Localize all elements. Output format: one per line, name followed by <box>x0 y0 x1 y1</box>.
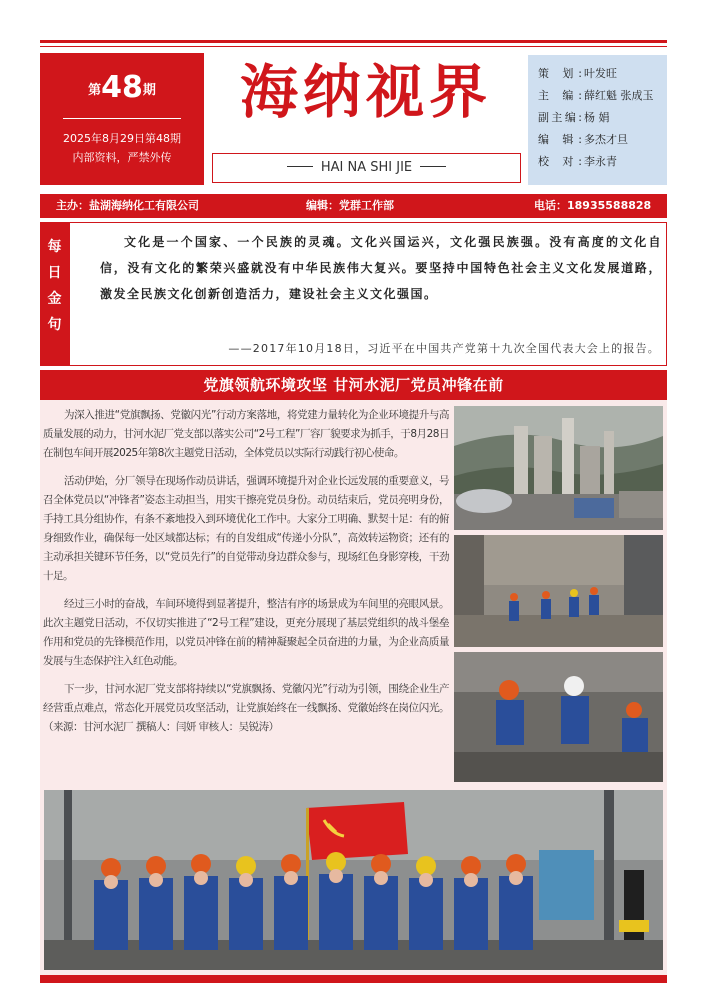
issue-box <box>40 53 204 185</box>
credit-label: 校 对: <box>538 155 582 168</box>
info-bar <box>40 194 667 218</box>
credit-label: 编 辑: <box>538 133 582 146</box>
article-title: 党旗领航环境攻坚 甘河水泥厂党员冲锋在前 <box>40 370 667 400</box>
top-rule-thick <box>40 40 667 43</box>
dash-left-icon <box>287 166 313 167</box>
newspaper-title: 海纳视界 <box>239 58 492 126</box>
sponsor-text: 主办：盐湖海纳化工有限公司 <box>56 199 199 212</box>
credits-box <box>528 55 667 185</box>
issue-date: 2025年8月29日第48期 <box>63 132 181 145</box>
tag-char: 金 <box>47 291 62 307</box>
credit-label: 策 划: <box>538 67 582 80</box>
credit-row <box>538 85 667 107</box>
article-paragraph: 经过三小时的奋战，车间环境得到显著提升，整洁有序的场景成为车间里的亮眼风景。此次主题党日活动，不仅切实推进了“2号工程”建设，更充分展现了基层党组织的战斗堡垒作用和党员的先锋模范作用，以党员冲锋在前的精神凝聚起全员奋进的力量，为企业高质量发展与生态保护注入红色动能。 <box>43 598 449 667</box>
credit-label: 副主编: <box>538 111 582 124</box>
bottom-rule <box>40 975 667 983</box>
phone-text: 电话：18935588828 <box>534 199 652 212</box>
issue-number <box>40 70 204 106</box>
article-paragraph: 活动伊始，分厂领导在现场作动员讲话，强调环境提升对企业长远发展的重要意义，号召全体党员以“冲锋者”姿态主动担当，用实干擦亮党员身份。动员结束后，党员亮明身份，手持工具分组协作，有条不紊地投入到环境优化工作中。大家分工明确、默契十足：有的俯身细致作业，确保每一处区域都达标；有的自发组成“传递小分队”，高效转运物资；还有的主动承担关键环节任务，以“党员先行”的自觉带动身边群众参与，现场红色身影穿梭，干劲十足。 <box>43 475 449 582</box>
credit-value: 叶发旺 <box>584 67 617 80</box>
credit-value: 多杰才旦 <box>584 133 628 146</box>
credit-value: 薛红魁 张成玉 <box>584 89 654 102</box>
credit-row <box>538 151 667 173</box>
quote-source: ——2017年10月18日，习近平在中国共产党第十九次全国代表大会上的报告。 <box>228 342 660 355</box>
issue-note: 内部资料，严禁外传 <box>72 151 172 164</box>
subtitle-text: HAI NA SHI JIE <box>320 160 413 175</box>
credit-value: 杨 娟 <box>584 111 610 124</box>
top-rule-thin <box>40 46 667 47</box>
article-paragraph: 下一步，甘河水泥厂党支部将持续以“党旗飘扬、党徽闪光”行动为引领，围绕企业生产经营重点难点，常态化开展党员攻坚活动，让党旗始终在一线飘扬、党徽始终在岗位闪光。（来源：甘河水泥厂 撰稿人：闫妍 审核人：吴锐涛） <box>43 683 449 733</box>
daily-quote-tag <box>40 222 69 366</box>
article-paragraph: 为深入推进“党旗飘扬、党徽闪光”行动方案落地，将党建力量转化为企业环境提升与高质量发展的动力，甘河水泥厂党支部以落实公司“2号工程”厂容厂貌要求为抓手，于8月28日在制包车间开展2025年第8次主题党日活动，全体党员以实际行动践行初心使命。 <box>43 409 449 459</box>
article-body <box>43 406 449 746</box>
photo-cement-plant <box>454 406 663 530</box>
tag-char: 日 <box>47 265 62 281</box>
daily-quote-box <box>69 222 667 366</box>
tag-char: 句 <box>47 317 62 333</box>
issue-prefix: 第 <box>88 83 102 98</box>
credit-row <box>538 63 667 85</box>
issue-number-value: 48 <box>101 70 143 105</box>
credit-row <box>538 129 667 151</box>
credit-row <box>538 107 667 129</box>
credit-value: 李永青 <box>584 155 617 168</box>
photo-group-flag <box>44 790 663 970</box>
photo-workers-closeup <box>454 652 663 782</box>
newspaper-subtitle <box>212 153 521 183</box>
tag-char: 每 <box>47 239 62 255</box>
issue-divider <box>63 118 181 119</box>
dash-right-icon <box>420 166 446 167</box>
editor-text: 编辑：党群工作部 <box>306 199 394 212</box>
quote-text: 文化是一个国家、一个民族的灵魂。文化兴国运兴，文化强民族强。没有高度的文化自信，没有文化的繁荣兴盛就没有中华民族伟大复兴。要坚持中国特色社会主义文化发展道路，激发全民族文化创新创造活力，建设社会主义文化强国。 <box>100 235 662 301</box>
issue-suffix: 期 <box>142 83 156 98</box>
photo-workers-shoveling <box>454 535 663 647</box>
credit-label: 主 编: <box>538 89 582 102</box>
